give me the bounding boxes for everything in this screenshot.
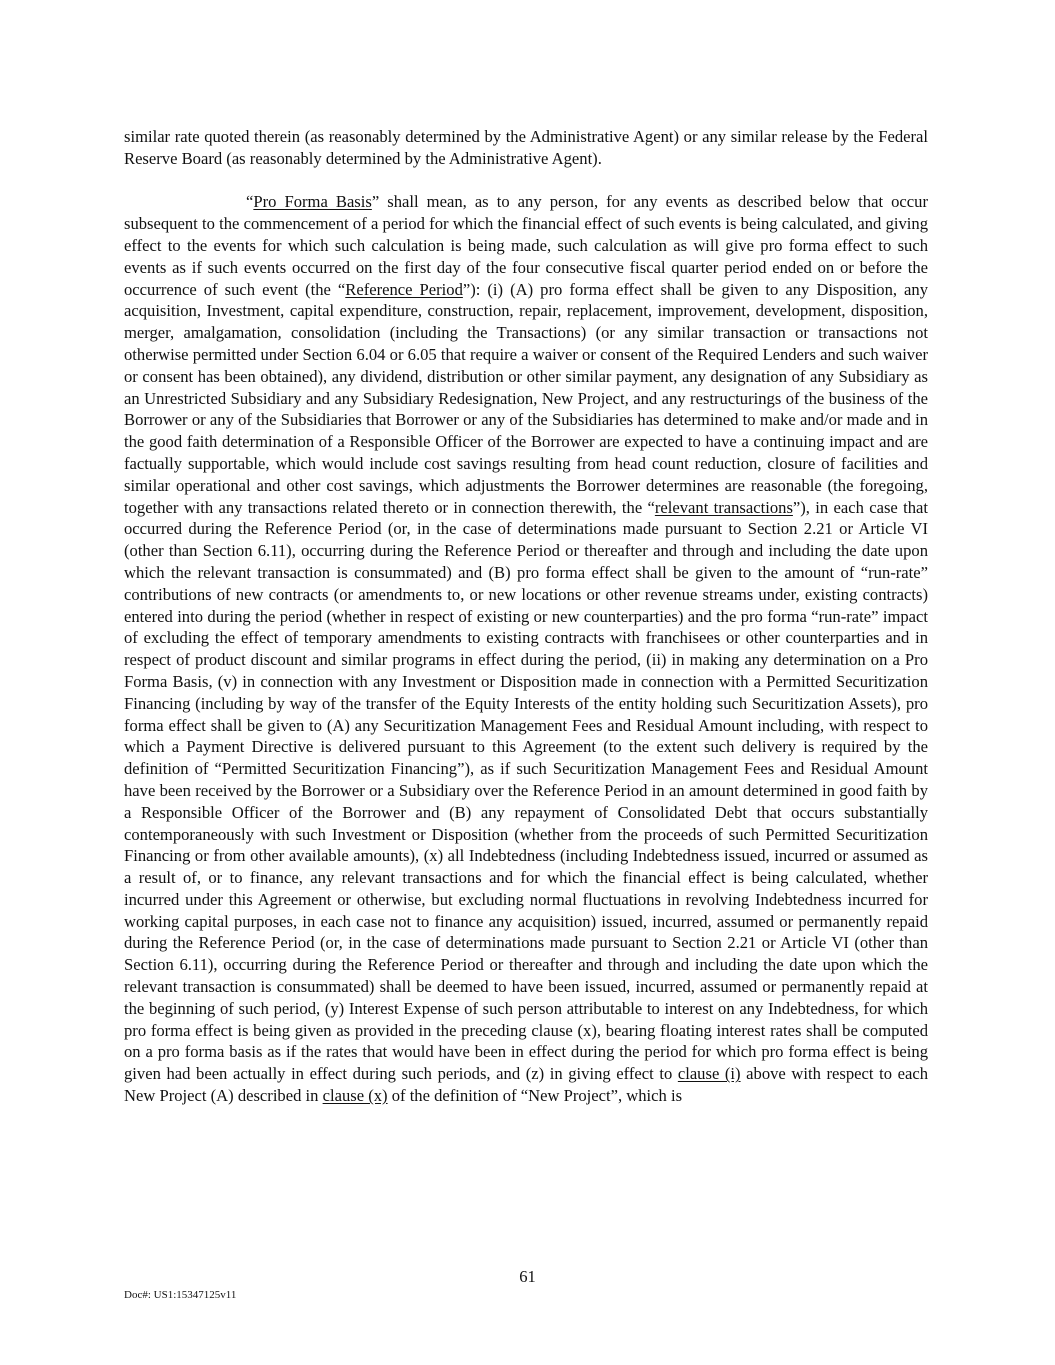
clause-reference-x: clause (x) (322, 1086, 388, 1106)
paragraph-text: similar rate quoted therein (as reasonably determined by the Administrative Agent) or any similar release by the Federal Reserve Board (as reasonably determined by the Administrative Agent). (124, 127, 928, 168)
definition-text-part: ”), in each case that occurred during the Reference Period (or, in the case of determinations made pursuant to Section 2.21 or Article VI (other than Section 6.11), occurring during the Reference Period or thereafter and through and including the date upon which the relevant transaction is consummated) and (B) pro forma effect shall be given to the amount of “run-rate” contributions of new contracts (or amendments to, or new locations or other revenue streams under, existing contracts) entered into during the period (whether in respect of existing or new counterparties) and the pro forma “run-rate” impact of excluding the effect of temporary amendments to existing contracts with franchisees or other counterparties and in respect of product discount and similar programs in effect during the period, (ii) in making any determination on a Pro Forma Basis, (v) in connection with any Investment or Disposition made in connection with a Permitted Securitization Financing (including by way of the transfer of the Equity Interests of the entity holding such Securitization Assets), pro forma effect shall be given to (A) any Securitization Management Fees and Residual Amount including, with respect to which a Payment Directive is delivered pursuant to this Agreement (to the extent such delivery is required by the definition of “Permitted Securitization Financing”), as if such Securitization Management Fees and Residual Amount have been received by the Borrower or a Subsidiary over the Reference Period in an amount determined in good faith by a Responsible Officer of the Borrower and (B) any repayment of Consolidated Debt that occurs substantially contemporaneously with such Investment or Disposition (whether from the proceeds of such Permitted Securitization Financing or from other available amounts), (x) all Indebtedness (including Indebtedness issued, incurred or assumed as a result of, or to finance, any relevant transactions and for which the financial effect is being calculated, whether incurred under this Agreement or otherwise, but excluding normal fluctuations in revolving Indebtedness incurred for working capital purposes, in each case not to finance any acquisition) issued, incurred, assumed or permanently repaid during the Reference Period (or, in the case of determinations made pursuant to Section 2.21 or Article VI (other than Section 6.11), occurring during the Reference Period or thereafter and through and including the date upon which the relevant transaction is consummated) shall be deemed to have been issued, incurred, assumed or permanently repaid at the beginning of such period, (y) Interest Expense of such person attributable to interest on any Indebtedness, for which pro forma effect is being given as provided in the preceding clause (x), bearing floating interest rates shall be computed on a pro forma basis as if the rates that would have been in effect during the period for which pro forma effect is being given had been actually in effect during such periods, and (z) in giving effect to (124, 497, 928, 1084)
defined-term-relevant-transactions: relevant transactions (654, 497, 793, 517)
definition-text-part: ”): (i) (A) pro forma effect shall be given to any Disposition, any acquisition, Investment, capital expenditure, construction, repair, replacement, improvement, development, disposition, merger, amalgamation, consolidation (including the Transactions) (or any similar transaction or transactions not otherwise permitted under Section 6.04 or 6.05 that require a waiver or consent of the Required Lenders and such waiver or consent has been obtained), any dividend, distribution or other similar payment, any designation of any Subsidiary as an Unrestricted Subsidiary and any Subsidiary Redesignation, New Project, and any restructurings of the business of the Borrower or any of the Subsidiaries that Borrower or any of the Subsidiaries has determined to make and/or made and in the good faith determination of a Responsible Officer of the Borrower are expected to have a continuing impact and are factually supportable, which would include cost savings resulting from head count reduction, closure of facilities and similar operational and other cost savings, which adjustments the Borrower determines are reasonable (the foregoing, together with any transactions related thereto or in connection therewith, the “ (124, 279, 929, 517)
document-id: Doc#: US1:15347125v11 (124, 1289, 237, 1301)
clause-reference-i: clause (i) (677, 1064, 741, 1084)
page-number: 61 (519, 1267, 536, 1286)
defined-term-pro-forma-basis: Pro Forma Basis (253, 192, 372, 212)
paragraph-continuation (124, 126, 928, 170)
quote-mark: “ (246, 192, 254, 212)
definition-pro-forma-basis (124, 191, 928, 1106)
defined-term-reference-period: Reference Period (345, 279, 463, 299)
definition-text-part: of the definition of “New Project”, which is (387, 1086, 683, 1106)
definition-text-part: above with respect to each New Project (A) described in (124, 1064, 928, 1106)
document-body (124, 126, 928, 1107)
definition-text-part: ” shall mean, as to any person, for any events as described below that occur subsequent to the commencement of a period for which the financial effect of such events is being calculated, and giving effect to the events for which such calculation is being made, such calculation as will give pro forma effect to such events as if such events occurred on the first day of the four consecutive fiscal quarter period ended on or before the occurrence of such event (the “ (124, 192, 928, 299)
